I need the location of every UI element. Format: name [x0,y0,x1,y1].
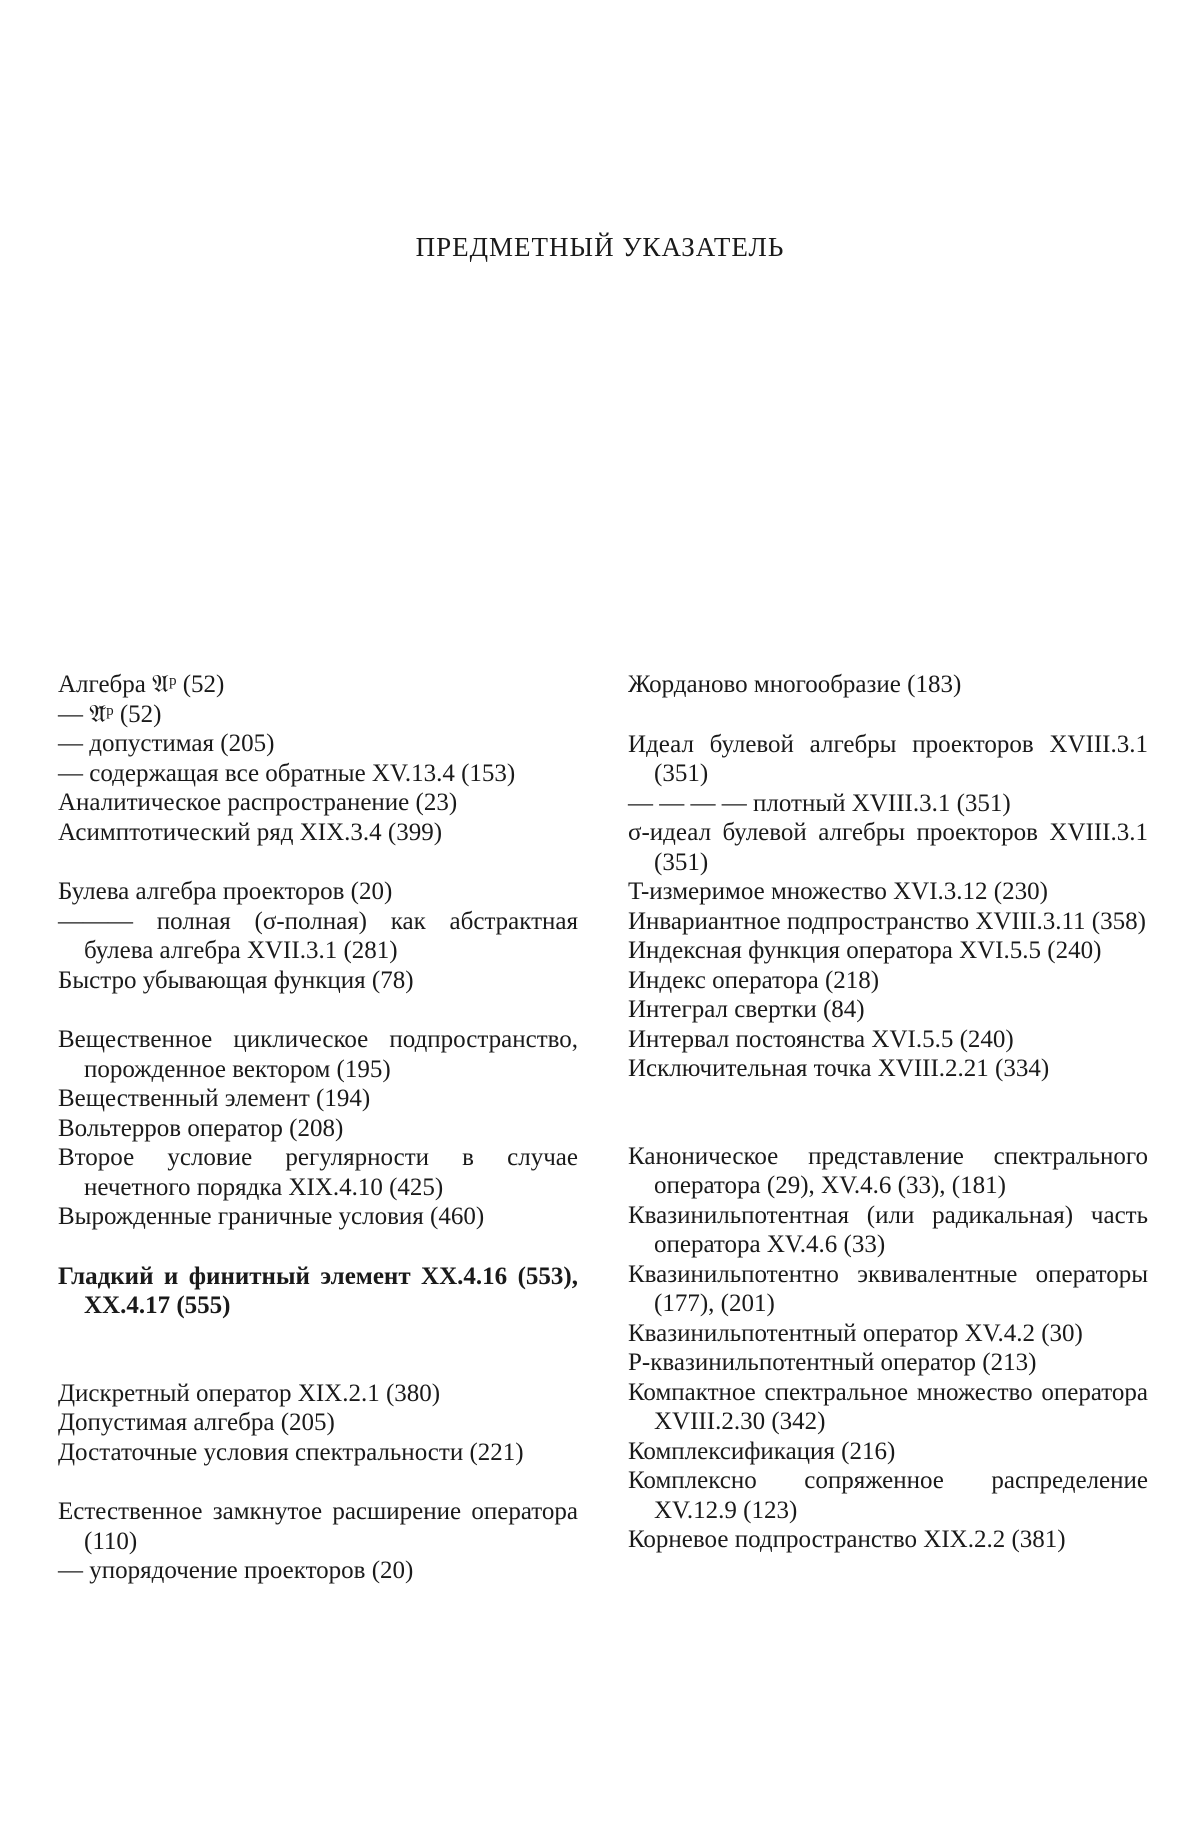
index-entry: — — — — плотный XVIII.3.1 (351) [628,789,1011,817]
index-entry: Булева алгебра проекторов (20) [58,878,393,905]
index-entry: Индекс оператора (218) [628,966,880,994]
section-gap [58,1321,578,1379]
page-title: ПРЕДМЕТНЫЙ УКАЗАТЕЛЬ [415,232,785,262]
index-entry: — 𝔄̃ᵖ (52) [58,700,162,728]
index-entry: Асимптотический ряд XIX.3.4 (399) [58,818,443,846]
index-entry: Жорданово многообразие (183) [628,671,962,698]
index-entry: Корневое подпространство XIX.2.2 (381) [628,1526,1066,1553]
index-entry: Интеграл свертки (84) [628,996,865,1023]
index-entry: Компактное спектральное множество оператора XVIII.2.30 (342) [628,1378,1148,1435]
index-entry: Каноническое представление спектрального оператора (29), XV.4.6 (33), (181) [628,1142,1148,1199]
index-entry: Вещественное циклическое подпространство, порожденное вектором (195) [58,1026,578,1083]
index-entry: ——— полная (σ-полная) как абстрактная булева алгебра XVII.3.1 (281) [58,907,578,964]
section-gap [58,847,578,877]
index-column-right [628,670,1148,1555]
index-entry: T-измеримое множество XVI.3.12 (230) [628,878,1048,905]
index-entry: Вырожденные граничные условия (460) [58,1203,485,1230]
index-entry: Вольтерров оператор (208) [58,1114,344,1142]
index-entry: Квазинильпотентная (или радикальная) часть оператора XV.4.6 (33) [628,1201,1148,1258]
index-entry: Аналитическое распространение (23) [58,789,458,816]
index-entry: Интервал постоянства XVI.5.5 (240) [628,1025,1014,1053]
index-entry: Квазинильпотентно эквивалентные операторы (177), (201) [628,1260,1148,1317]
index-column-left [58,670,578,1586]
section-gap [628,700,1148,730]
index-entry: — допустимая (205) [58,730,275,757]
index-entry: — упорядочение проекторов (20) [58,1557,414,1584]
index-entry: σ-идеал булевой алгебры проекторов XVIII.3.1 (351) [628,819,1148,876]
index-entry: Быстро убывающая функция (78) [58,966,414,994]
index-entry: — содержащая все обратные XV.13.4 (153) [58,759,516,787]
index-entry: Дискретный оператор XIX.2.1 (380) [58,1379,441,1407]
index-entry: Второе условие регулярности в случае нечетного порядка XIX.4.10 (425) [58,1144,578,1201]
index-entry: Квазинильпотентный оператор XV.4.2 (30) [628,1319,1083,1347]
section-gap [628,1084,1148,1142]
index-entry: Исключительная точка XVIII.2.21 (334) [628,1055,1050,1082]
index-entry: Комплексификация (216) [628,1437,896,1465]
index-entry: Инвариантное подпространство XVIII.3.11 (358) [628,907,1146,935]
index-entry: Комплексно сопряженное распределение XV.12.9 (123) [628,1467,1148,1524]
index-entry: Достаточные условия спектральности (221) [58,1438,524,1466]
index-entry: Идеал булевой алгебры проекторов XVIII.3.1 (351) [628,730,1148,787]
index-entry: Алгебра 𝔄ᵖ (52) [58,671,225,698]
index-entry: Допустимая алгебра (205) [58,1409,335,1436]
index-entry: Гладкий и финитный элемент XX.4.16 (553), XX.4.17 (555) [58,1262,578,1319]
section-gap [58,1232,578,1262]
index-entry: Естественное замкнутое расширение оператора (110) [58,1498,578,1555]
index-entry: Индексная функция оператора XVI.5.5 (240) [628,937,1102,964]
section-gap [58,995,578,1025]
index-entry: Вещественный элемент (194) [58,1085,371,1112]
index-entry: P-квазинильпотентный оператор (213) [628,1349,1037,1376]
section-gap [58,1467,578,1497]
